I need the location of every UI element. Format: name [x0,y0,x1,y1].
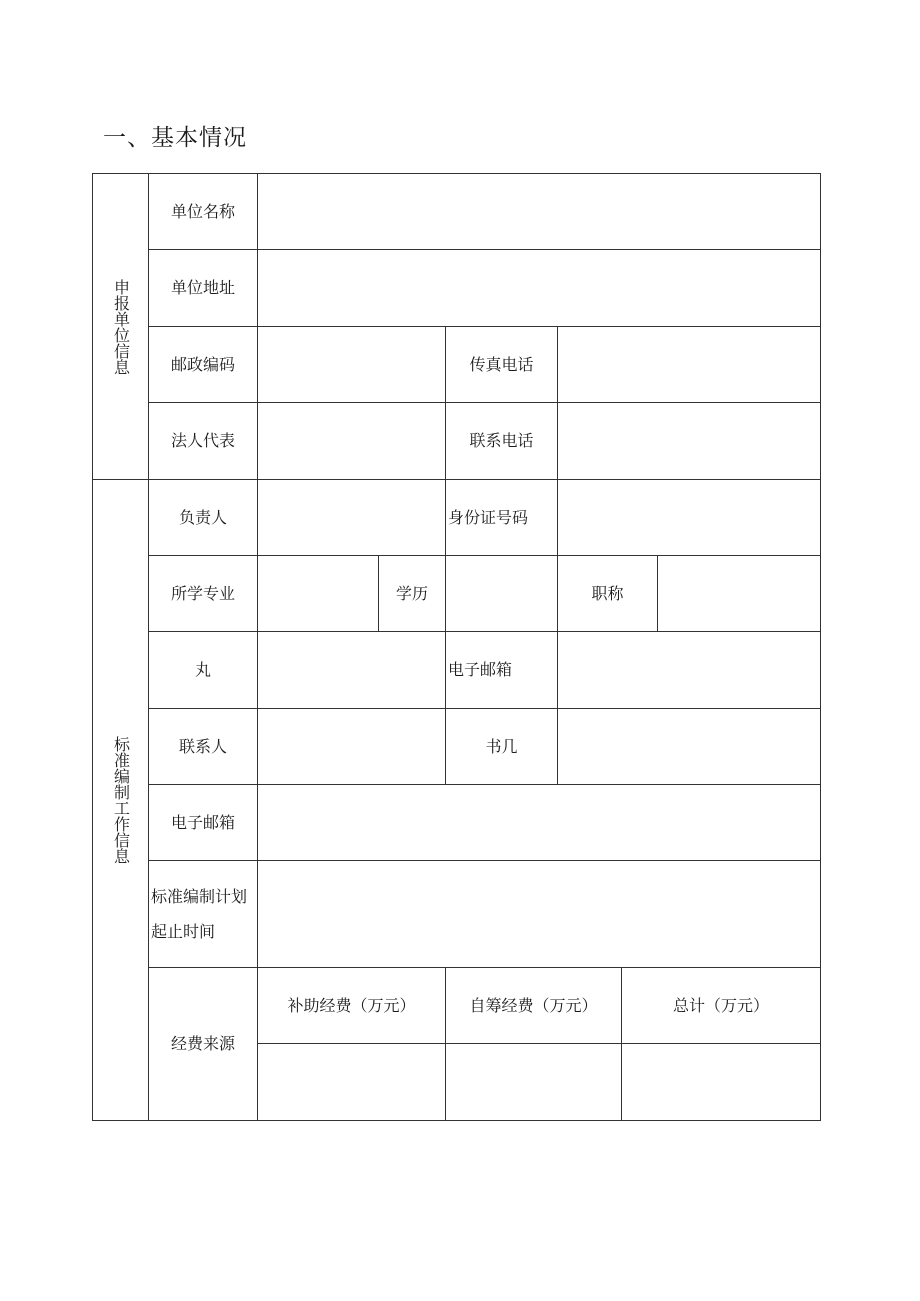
total-field[interactable] [622,1044,820,1120]
self-raised-header: 自筹经费（万元） [469,995,598,1015]
unit-address-label: 单位地址 [170,278,235,297]
contact-email-field[interactable] [258,785,820,860]
id-number-label: 身份证号码 [448,507,529,527]
postal-code-field[interactable] [258,327,445,402]
section-applicant-label: 申报单位信息 [111,278,131,375]
job-title-label: 职称 [591,583,624,603]
education-label: 学历 [395,583,428,603]
funding-source-label: 经费来源 [170,1034,235,1053]
person-in-charge-field[interactable] [258,480,445,555]
id-number-field[interactable] [558,480,820,555]
email-label: 电子邮箱 [448,660,513,679]
page-title: 一、基本情况 [103,125,247,151]
section-drafting [93,480,148,1120]
unit-name-label: 单位名称 [170,201,235,221]
contact-person-field[interactable] [258,709,445,784]
major-field[interactable] [258,556,378,631]
phone-label: 丸 [194,660,211,679]
section-applicant [93,174,148,479]
schedule-label [149,861,257,967]
total-header: 总计（万元） [672,995,769,1015]
self-raised-field[interactable] [446,1044,621,1120]
postal-code-label: 邮政编码 [170,354,235,374]
unit-address-field[interactable] [258,250,820,326]
section-drafting-label: 标准编制工作信息 [111,736,131,864]
schedule-field[interactable] [258,861,820,967]
legal-rep-label: 法人代表 [170,431,235,450]
contact-phone-label: 联系电话 [469,431,534,450]
contact-person-label: 联系人 [178,736,227,756]
schedule-label-line2: 起止时间 [151,922,216,941]
subsidy-header: 补助经费（万元） [287,995,416,1015]
person-in-charge-label: 负责人 [178,507,227,527]
fax-field[interactable] [558,327,820,402]
mobile-field[interactable] [558,709,820,784]
contact-phone-field[interactable] [558,403,820,479]
job-title-field[interactable] [658,556,820,631]
schedule-label-line1: 标准编制计划 [151,887,248,906]
subsidy-field[interactable] [258,1044,445,1120]
legal-rep-field[interactable] [258,403,445,479]
email-field[interactable] [558,632,820,708]
major-label: 所学专业 [170,583,235,603]
education-field[interactable] [446,556,557,631]
unit-name-field[interactable] [258,174,820,249]
contact-email-label: 电子邮箱 [170,812,235,832]
phone-field[interactable] [258,632,445,708]
mobile-label: 书几 [485,736,518,756]
fax-label: 传真电话 [469,354,534,374]
